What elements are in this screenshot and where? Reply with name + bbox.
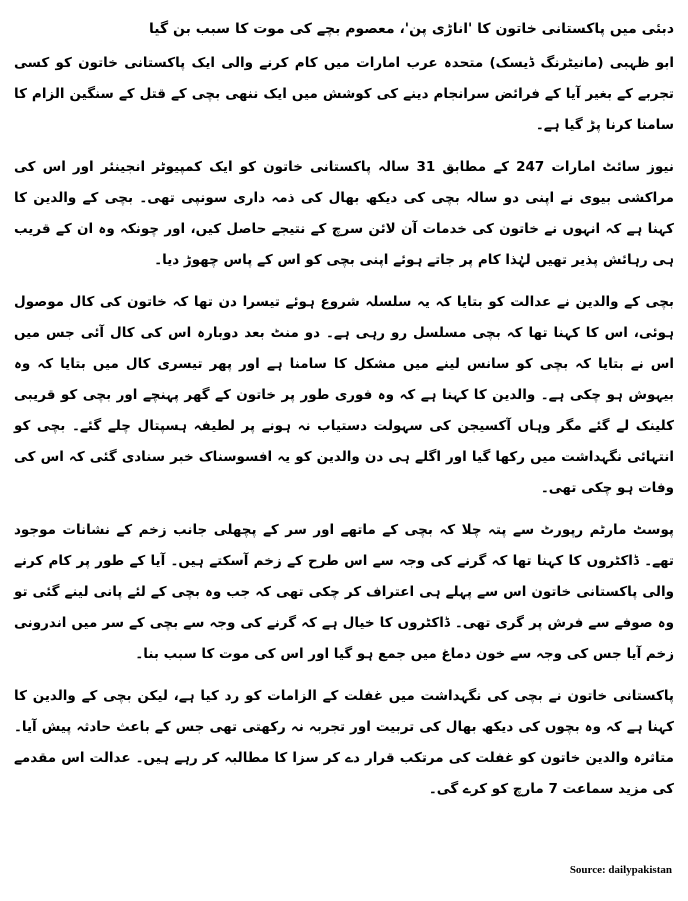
article-headline: دبئی میں پاکستانی خاتون کا 'اناڑی پن'، معصوم بچے کی موت کا سبب بن گیا [149, 21, 674, 37]
article-paragraph-2: نیوز سائٹ امارات 247 کے مطابق 31 سالہ پاکستانی خاتون کو ایک کمپیوٹر انجینئر اور اس کی مراکشی بیوی نے اپنی دو سالہ بچی کی دیکھ بھال کی ذمہ داری سونپی تھی۔ بچی کے والدین کا کہنا ہے کہ انہوں نے خاتون کی خدمات آن لائن سرچ کے نتیجے حاصل کیں، اور چونکہ وہ ان کے قریب ہی رہائش پذیر تھیں لہٰذا کام پر جاتے ہوئے اپنی بچی کو اس کے پاس چھوڑ دیا۔ [14, 159, 674, 268]
article-paragraph-3: بچی کے والدین نے عدالت کو بتایا کہ یہ سلسلہ شروع ہوئے تیسرا دن تھا کہ خاتون کی کال موصول ہوئی، اس کا کہنا تھا کہ بچی مسلسل رو رہی ہے۔ دو منٹ بعد دوبارہ اس کی کال آئی جس میں اس نے بتایا کہ بچی کو سانس لینے میں مشکل کا سامنا ہے اور پھر تیسری کال میں بتایا کہ وہ بیہوش ہو چکی ہے۔ والدین کا کہنا ہے کہ وہ فوری طور پر خاتون کے گھر پہنچے اور بچی کو قریبی کلینک لے گئے مگر وہاں آکسیجن کی سہولت دستیاب نہ ہونے پر لطیفہ ہسپتال چلے گئے۔ بچی کو انتہائی نگہداشت میں رکھا گیا اور اگلے ہی دن والدین کو یہ افسوسناک خبر سنادی گئی کہ اس کی وفات ہو چکی تھی۔ [14, 294, 674, 496]
source-credit: Source: dailypakistan [569, 864, 672, 876]
article-paragraph-4: پوسٹ مارٹم رپورٹ سے پتہ چلا کہ بچی کے ماتھے اور سر کے پچھلی جانب زخم کے نشانات موجود تھے۔ ڈاکٹروں کا کہنا تھا کہ گرنے کی وجہ سے اس طرح کے زخم آسکتے ہیں۔ آیا کے طور پر کام کرنے والی پاکستانی خاتون اس سے پہلے ہی اعتراف کر چکی تھی کہ جب وہ بچی کے لئے پانی لینے گئی تو وہ صوفے سے فرش پر گری تھی۔ ڈاکٹروں کا خیال ہے کہ گرنے کی وجہ سے بچی کے سر میں اندرونی زخم آیا جس کی وجہ سے خون دماغ میں جمع ہو گیا اور اس کی موت کا سبب بنا۔ [14, 522, 674, 662]
article-paragraph-5: پاکستانی خاتون نے بچی کی نگہداشت میں غفلت کے الزامات کو رد کیا ہے، لیکن بچی کے والدین کا کہنا ہے کہ وہ بچوں کی دیکھ بھال کی تربیت اور تجربہ نہ رکھتی تھی جس کے باعث حادثہ پیش آیا۔ متاثرہ والدین خاتون کو غفلت کی مرتکب قرار دے کر سزا کا مطالبہ کر رہے ہیں۔ عدالت اس مقدمے کی مزید سماعت 7 مارچ کو کرے گی۔ [14, 688, 674, 797]
article-paragraph-1: ابو ظہبی (مانیٹرنگ ڈیسک) متحدہ عرب امارات میں کام کرنے والی ایک پاکستانی خاتون کو کسی تجربے کے بغیر آیا کے فرائض سرانجام دینے کی کوشش میں ایک ننھی بچی کے قتل کے سنگین الزام کا سامنا کرنا پڑ گیا ہے۔ [14, 55, 674, 133]
